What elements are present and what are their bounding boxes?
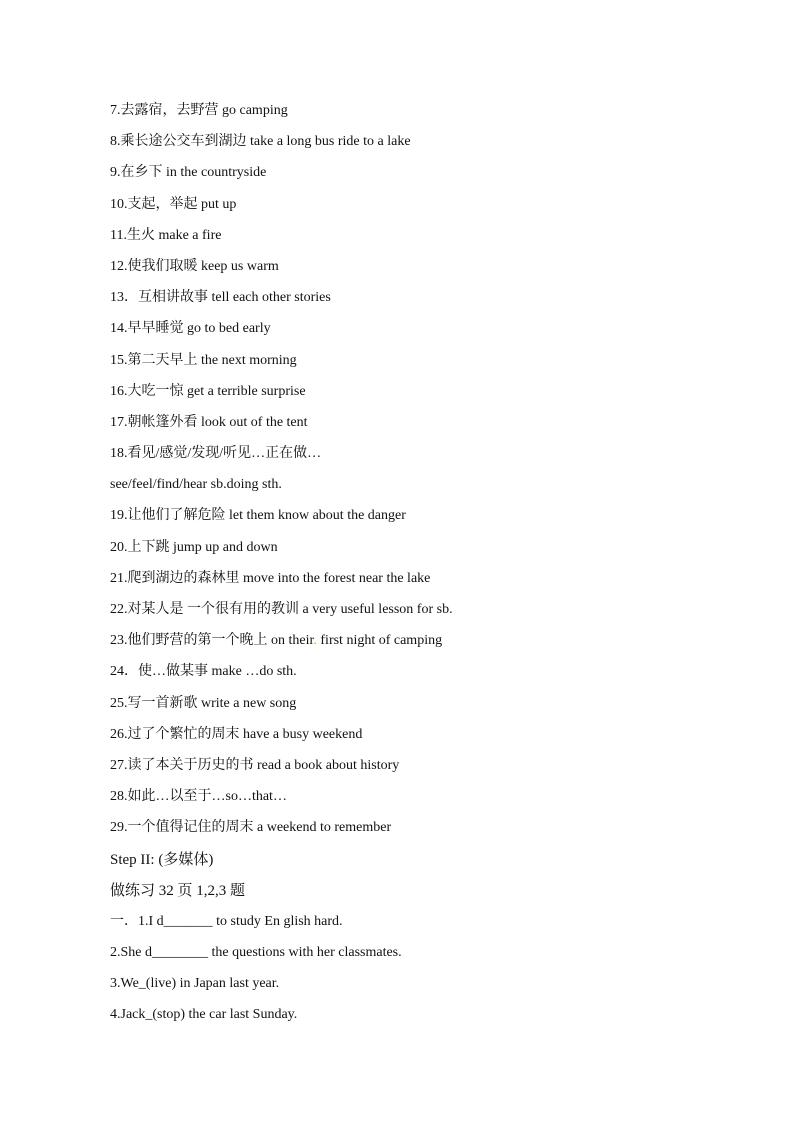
list-item: 13．互相讲故事 tell each other stories <box>110 290 331 306</box>
list-item: 20.上下跳 jump up and down <box>110 539 278 555</box>
list-item: 17.朝帐篷外看 look out of the tent <box>110 414 308 430</box>
list-item: 22.对某人是 一个很有用的教训 a very useful lesson for sb. <box>110 602 453 617</box>
list-item: 25.写一首新歌 write a new song <box>110 695 297 711</box>
exercise-item: 2.She d________ the questions with her classmates. <box>110 945 402 961</box>
list-item: 15.第二天早上 the next morning <box>110 352 297 368</box>
highlight-dot: . <box>313 633 317 649</box>
list-item: 16.大吃一惊 get a terrible surprise <box>110 383 306 399</box>
list-item: 8.乘长途公交车到湖边 take a long bus ride to a lake <box>110 134 411 150</box>
list-item: 11.生火 make a fire <box>110 227 222 243</box>
exercise-item: 4.Jack_(stop) the car last Sunday. <box>110 1007 298 1023</box>
exercise-item: 3.We_(live) in Japan last year. <box>110 976 280 992</box>
list-item: 26.过了个繁忙的周末 have a busy weekend <box>110 726 363 742</box>
list-item: 12.使我们取暖 keep us warm <box>110 258 279 274</box>
list-item: 7.去露宿，去野营 go camping <box>110 103 288 118</box>
list-item: 28.如此…以至于…so…that… <box>110 789 287 805</box>
list-item: 19.让他们了解危险 let them know about the danger <box>110 508 406 524</box>
list-item: 21.爬到湖边的森林里 move into the forest near the lake <box>110 570 431 586</box>
exercise-item: 一．1.I d_______ to study En glish hard. <box>110 913 343 929</box>
list-item: 27.读了本关于历史的书 read a book about history <box>110 757 400 773</box>
list-item: 14.早早睡觉 go to bed early <box>110 321 271 337</box>
list-item: 29.一个值得记住的周末 a weekend to remember <box>110 820 392 836</box>
exercise-instruction: 做练习 32 页 1,2,3 题 <box>110 882 246 899</box>
vocabulary-list <box>110 99 750 1035</box>
list-item: see/feel/find/hear sb.doing sth. <box>110 477 282 493</box>
list-item: 24．使…做某事 make …do sth. <box>110 664 297 680</box>
list-item: 18.看见/感觉/发现/听见…正在做… <box>110 446 322 462</box>
list-item-text: 23.他们野营的第一个晚上 on their <box>110 633 314 649</box>
list-item <box>110 629 750 660</box>
list-item: 10.支起，举起 put up <box>110 196 237 212</box>
list-item-text: first night of camping <box>316 633 443 649</box>
step-heading: Step II: (多媒体) <box>110 851 214 868</box>
list-item: 9.在乡下 in the countryside <box>110 165 267 181</box>
